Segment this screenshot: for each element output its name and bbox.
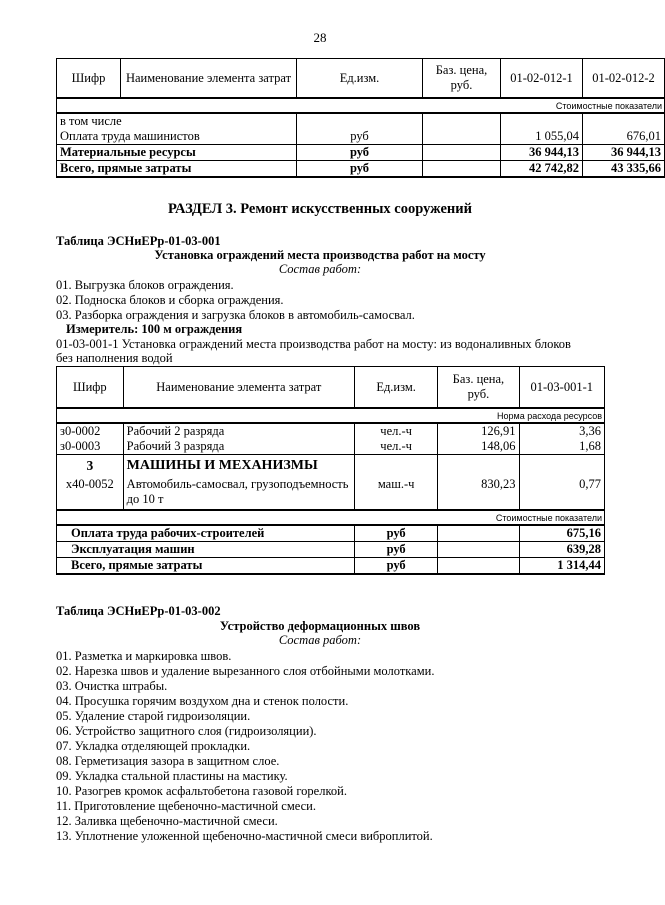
- subheader-row: [57, 510, 605, 525]
- table1-step: 02. Подноска блоков и сборка ограждения.: [56, 293, 284, 307]
- row-price: 126,91: [438, 423, 519, 439]
- row-unit: руб: [297, 129, 423, 145]
- row-name: Материальные ресурсы: [57, 145, 297, 161]
- table2-step: 08. Герметизация зазора в защитном слое.: [56, 754, 280, 768]
- table-row: [57, 423, 605, 439]
- page-number: 28: [313, 30, 327, 45]
- header-col-1: 01-02-012-1: [501, 59, 583, 99]
- subheader-cost-indicators: Стоимостные показатели: [57, 510, 605, 525]
- row-name: Оплата труда машинистов: [57, 129, 297, 145]
- table2-title: Устройство деформационных швов: [219, 619, 421, 633]
- table-row: [57, 113, 665, 129]
- table1-composition: Состав работ:: [278, 262, 362, 276]
- table2-step: 12. Заливка щебеночно-мастичной смеси.: [56, 814, 278, 828]
- table2-step: 06. Устройство защитного слоя (гидроизоляции).: [56, 724, 317, 738]
- row-name: Эксплуатация машин: [57, 542, 355, 558]
- row-value-2: 43 335,66: [583, 161, 665, 178]
- table-row: [57, 145, 665, 161]
- subheader-row: [57, 98, 665, 113]
- table2-step: 13. Уплотнение уложенной щебеночно-мастичной смеси виброплитой.: [56, 829, 433, 843]
- row-value-1: 36 944,13: [501, 145, 583, 161]
- header-code: Шифр: [57, 59, 121, 99]
- row-price: 148,06: [438, 439, 519, 455]
- top-cost-table: [56, 58, 665, 178]
- header-unit: Ед.изм.: [297, 59, 423, 99]
- row-value-2: 36 944,13: [583, 145, 665, 161]
- row-unit: руб: [354, 525, 437, 542]
- subheader-cost-indicators: Стоимостные показатели: [57, 98, 665, 113]
- table2-composition: Состав работ:: [278, 633, 362, 647]
- table2-step: 01. Разметка и маркировка швов.: [56, 649, 232, 663]
- row-unit: маш.-ч: [354, 475, 437, 510]
- table1-step: 03. Разборка ограждения и загрузка блоков в автомобиль-самосвал.: [56, 308, 415, 322]
- row-name: Рабочий 2 разряда: [123, 423, 354, 439]
- header-col-2: 01-02-012-2: [583, 59, 665, 99]
- row-name: [123, 475, 354, 510]
- row-code: з0-0003: [57, 439, 124, 455]
- subheader-row: [57, 408, 605, 423]
- table2-label: Таблица ЭСНиЕРр-01-03-002: [56, 604, 221, 618]
- table-row: [57, 439, 605, 455]
- row-code: х40-0052: [57, 475, 124, 510]
- header-base-price: Баз. цена, руб.: [438, 367, 519, 409]
- table1-resource-table: [56, 366, 605, 575]
- row-name: Всего, прямые затраты: [57, 161, 297, 178]
- row-unit: чел.-ч: [354, 439, 437, 455]
- row-name-line1: Автомобиль-самосвал, грузоподъемность: [126, 477, 349, 491]
- row-value-1: 3,36: [519, 423, 604, 439]
- header-unit: Ед.изм.: [354, 367, 437, 409]
- header-code: Шифр: [57, 367, 124, 409]
- table1-desc-line2: без наполнения водой: [56, 351, 173, 365]
- row-name-line2: до 10 т: [126, 492, 164, 506]
- table1-measure: Измеритель: 100 м ограждения: [66, 322, 243, 336]
- table-row: [57, 525, 605, 542]
- table2-step: 11. Приготовление щебеночно-мастичной смеси.: [56, 799, 316, 813]
- table-row: [57, 542, 605, 558]
- table2-step: 10. Разогрев кромок асфальтобетона газовой горелкой.: [56, 784, 347, 798]
- header-name: Наименование элемента затрат: [121, 59, 297, 99]
- row-code: з0-0002: [57, 423, 124, 439]
- section-title: РАЗДЕЛ 3. Ремонт искусственных сооружений: [167, 201, 472, 217]
- header-name: Наименование элемента затрат: [123, 367, 354, 409]
- subheader-resource-norm: Норма расхода ресурсов: [57, 408, 605, 423]
- row-value-1: 1 055,04: [501, 129, 583, 145]
- row-name: Оплата труда рабочих-строителей: [57, 525, 355, 542]
- table-row: [57, 161, 665, 178]
- row-unit: руб: [297, 145, 423, 161]
- table2-step: 04. Просушка горячим воздухом дна и стенок полости.: [56, 694, 349, 708]
- row-unit: руб: [297, 161, 423, 178]
- row-price: 830,23: [438, 475, 519, 510]
- table2-step: 07. Укладка отделяющей прокладки.: [56, 739, 251, 753]
- row-value-1: 639,28: [519, 542, 604, 558]
- table2-step: 02. Нарезка швов и удаление вырезанного слоя отбойными молотками.: [56, 664, 435, 678]
- row-unit: руб: [354, 542, 437, 558]
- row-value-1: 0,77: [519, 475, 604, 510]
- table2-step: 03. Очистка штрабы.: [56, 679, 168, 693]
- row-value-1: 675,16: [519, 525, 604, 542]
- row-name: в том числе: [57, 113, 297, 129]
- row-value-1: 42 742,82: [501, 161, 583, 178]
- header-col-1: 01-03-001-1: [519, 367, 604, 409]
- table1-title: Установка ограждений места производства работ на мосту: [154, 248, 486, 262]
- row-unit: [297, 113, 423, 129]
- table2-step: 09. Укладка стальной пластины на мастику.: [56, 769, 288, 783]
- group-code: 3: [57, 455, 124, 476]
- row-value-1: 1,68: [519, 439, 604, 455]
- group-name: МАШИНЫ И МЕХАНИЗМЫ: [123, 455, 354, 476]
- row-unit: чел.-ч: [354, 423, 437, 439]
- row-name: Всего, прямые затраты: [57, 558, 355, 575]
- table1-step: 01. Выгрузка блоков ограждения.: [56, 278, 234, 292]
- table1-label: Таблица ЭСНиЕРр-01-03-001: [56, 234, 221, 248]
- table-row: [57, 475, 605, 510]
- table-header-row: [57, 59, 665, 99]
- table-row: [57, 129, 665, 145]
- table1-desc-line1: 01-03-001-1 Установка ограждений места производства работ на мосту: из водоналивных блоков: [56, 337, 571, 351]
- table-row: [57, 558, 605, 575]
- row-value-2: 676,01: [583, 129, 665, 145]
- group-row: [57, 455, 605, 476]
- row-name: Рабочий 3 разряда: [123, 439, 354, 455]
- header-base-price: Баз. цена, руб.: [423, 59, 501, 99]
- row-value-1: 1 314,44: [519, 558, 604, 575]
- table2-step: 05. Удаление старой гидроизоляции.: [56, 709, 251, 723]
- row-unit: руб: [354, 558, 437, 575]
- table-header-row: [57, 367, 605, 409]
